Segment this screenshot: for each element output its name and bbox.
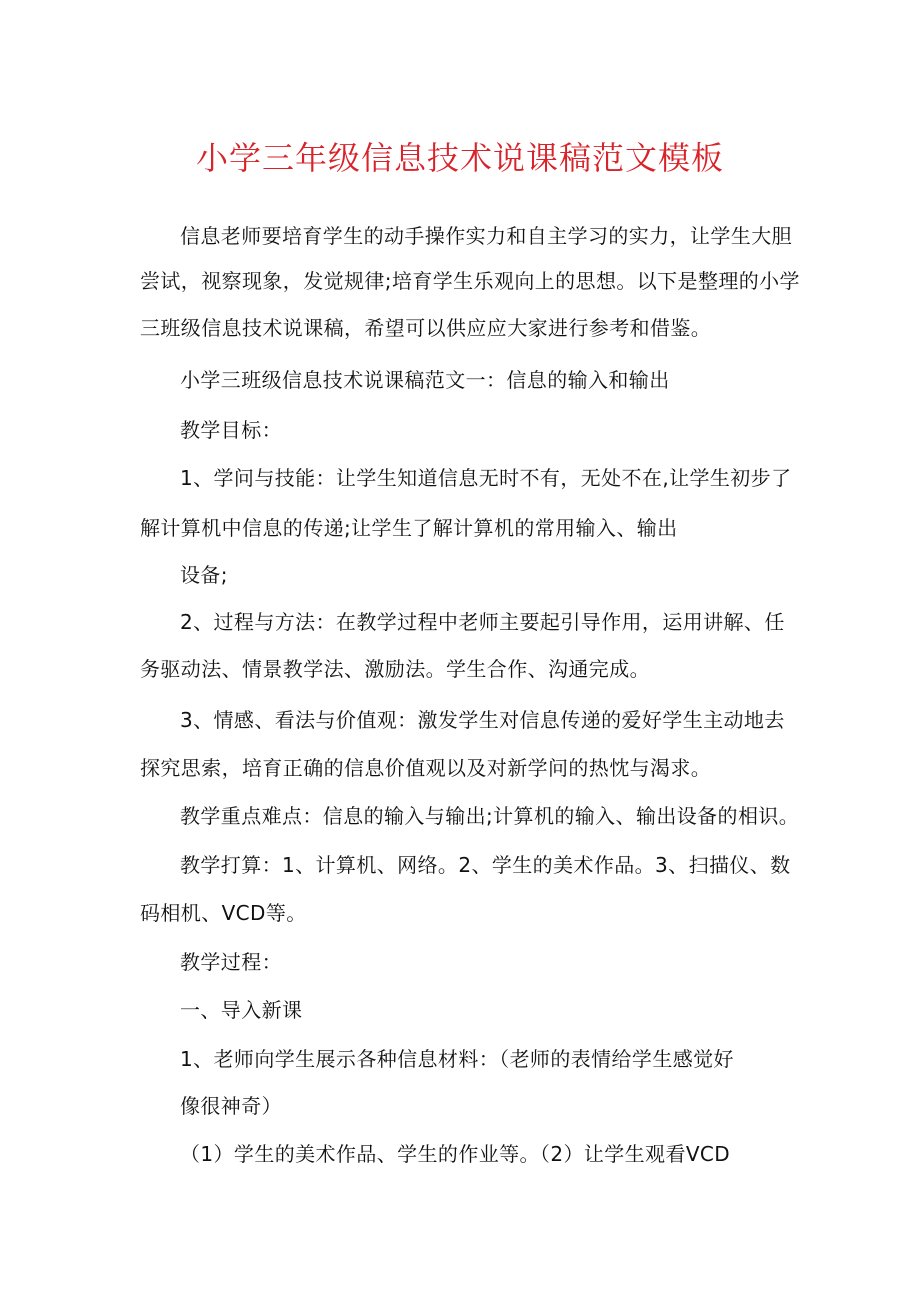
paragraph-line: 教学过程： (180, 950, 282, 974)
paragraph-line: 一、导入新课 (180, 998, 303, 1022)
paragraph-line: 像很神奇） (180, 1094, 282, 1118)
paragraph-line: 3、情感、看法与价值观：激发学生对信息传递的爱好学生主动地去 (180, 708, 785, 732)
paragraph-line: 三班级信息技术说课稿，希望可以供应应大家进行参考和借鉴。 (140, 316, 712, 340)
paragraph-line: 教学目标： (180, 418, 282, 442)
paragraph-line: 教学打算：1、计算机、网络。2、学生的美术作品。3、扫描仪、数 (180, 853, 791, 877)
paragraph-line: 1、老师向学生展示各种信息材料：（老师的表情给学生感觉好 (180, 1047, 734, 1071)
paragraph-line: 探究思索，培育正确的信息价值观以及对新学问的热忱与渴求。 (140, 756, 712, 780)
paragraph-line: 1、学问与技能：让学生知道信息无时不有，无处不在,让学生初步了 (180, 466, 792, 490)
paragraph-line: 尝试，视察现象，发觉规律;培育学生乐观向上的思想。以下是整理的小学 (140, 269, 800, 293)
paragraph-line: 务驱动法、情景教学法、激励法。学生合作、沟通完成。 (140, 657, 650, 681)
page-title: 小学三年级信息技术说课稿范文模板 (195, 139, 724, 177)
paragraph-line: 码相机、VCD等。 (140, 901, 307, 925)
paragraph-line: 2、过程与方法：在教学过程中老师主要起引导作用，运用讲解、任 (180, 610, 785, 634)
paragraph-line: 解计算机中信息的传递;让学生了解计算机的常用输入、输出 (140, 516, 678, 540)
paragraph-line: （1）学生的美术作品、学生的作业等。（2）让学生观看VCD (180, 1142, 731, 1166)
paragraph-line: 设备; (180, 563, 228, 587)
paragraph-line: 教学重点难点：信息的输入与输出;计算机的输入、输出设备的相识。 (180, 804, 800, 828)
paragraph-line: 小学三班级信息技术说课稿范文一：信息的输入和输出 (180, 368, 670, 392)
paragraph-line: 信息老师要培育学生的动手操作实力和自主学习的实力，让学生大胆 (180, 224, 792, 248)
